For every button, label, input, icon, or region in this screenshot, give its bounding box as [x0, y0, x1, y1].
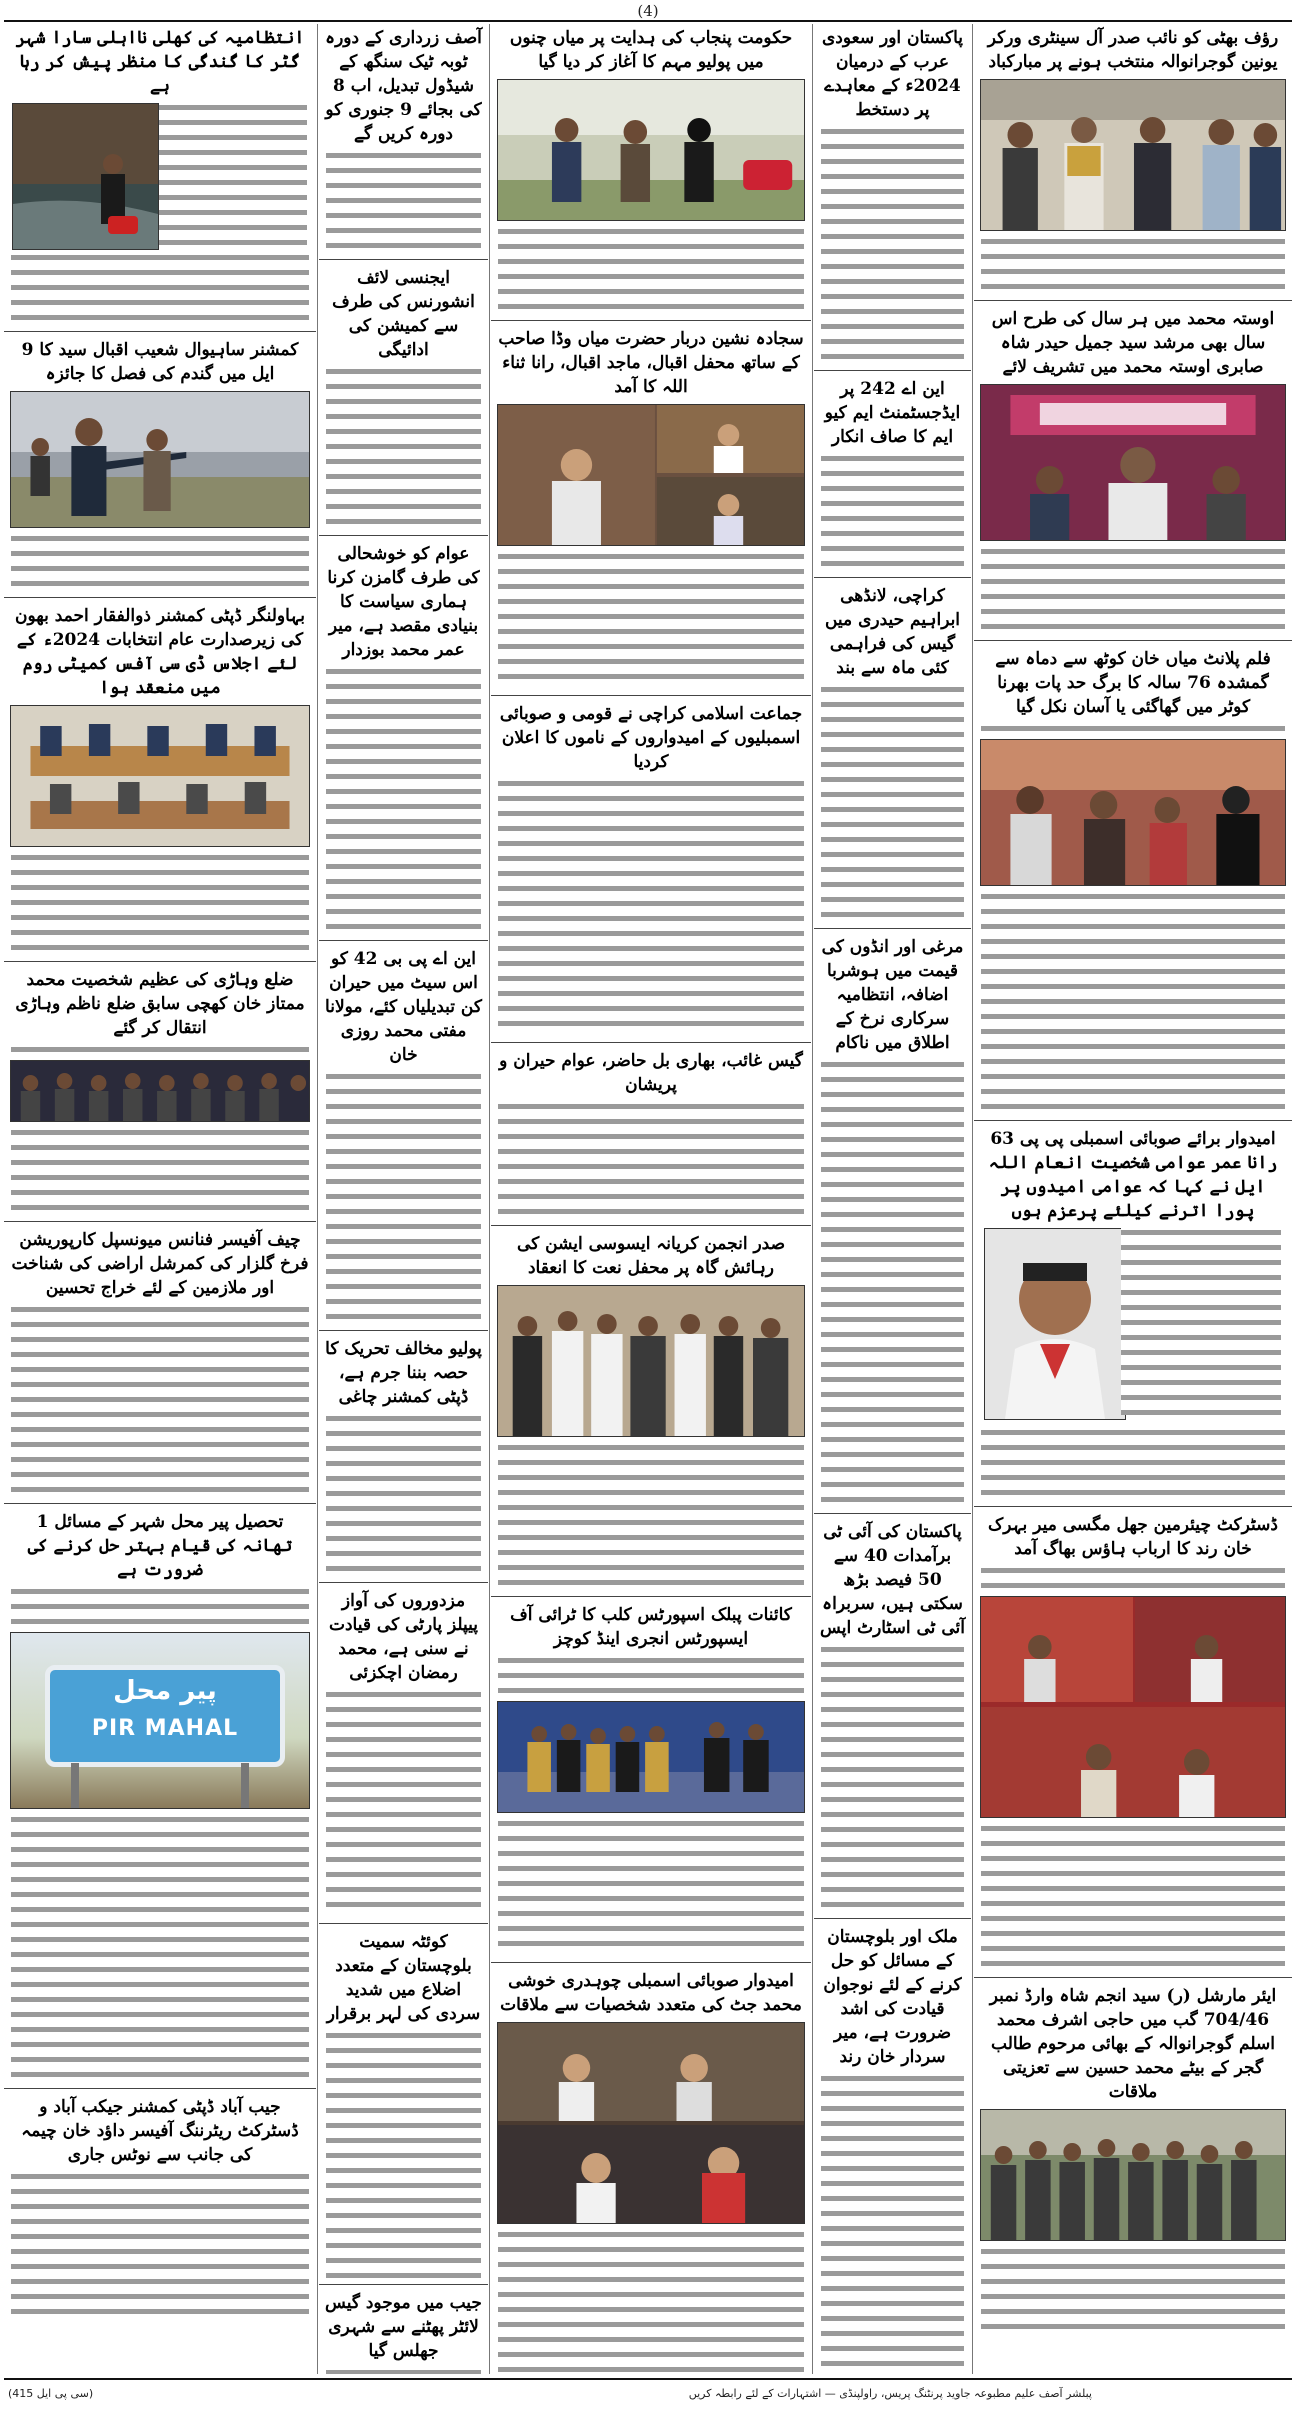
- article-body: [498, 224, 804, 314]
- article-headline: سجادہ نشین دربار حضرت میاں وڈا صاحب کے ساتھ محفل اقبال، ماجد اقبال، رانا ثناء اللہ کا آمد: [498, 329, 804, 397]
- article: [8, 602, 312, 955]
- article-body: [11, 1584, 309, 1629]
- article: [323, 2289, 484, 2374]
- article: [978, 1982, 1288, 2334]
- article-headline: این اے 242 پر ایڈجسٹمنٹ ایم کیو ایم کا صاف انکار: [824, 379, 961, 447]
- article-headline: انتظامیہ کی کھلی نااہلی سارا شہر گٹر کا گندگی کا منظر پیش کر رہا ہے: [15, 28, 305, 96]
- article: [323, 1587, 484, 1917]
- article-body: [821, 682, 964, 922]
- article-body: [821, 124, 964, 364]
- sign-english-text: PIR MAHAL: [91, 1716, 239, 1741]
- article-body: [326, 1411, 481, 1576]
- article-headline: ایئر مارشل (ر) سید انجم شاہ وارڈ نمبر 704/46 گب میں حاجی اشرف محمد اسلم گوجرانوالہ کے بھائی مرحوم طالب گجر کے بیٹے محمد حسین سے تعزیتی ملاقات: [989, 1986, 1277, 2102]
- article-headline: امیدوار صوبائی اسمبلی چوہدری خوشی محمد جٹ کی متعدد شخصیات سے ملاقات: [500, 1971, 802, 2015]
- article-body: [326, 2028, 481, 2278]
- article-headline: پولیو مخالف تحریک کا حصہ بننا جرم ہے، ڈپٹی کمشنر چاغی: [325, 1339, 482, 1407]
- article-headline: آصف زرداری کے دورہ ٹوبہ ٹیک سنگھ کے شیڈول تبدیل، اب 8 کی بجائے 9 جنوری کو دورہ کریں گے: [325, 28, 482, 144]
- candidate-portrait: [984, 1228, 1126, 1420]
- article: [978, 305, 1288, 634]
- article-headline: حکومت پنجاب کی ہدایت پر میاں چنوں میں پولیو مہم کا آغاز کر دیا گیا: [509, 28, 793, 72]
- column-rule: [489, 24, 490, 2374]
- article-body: [11, 531, 309, 591]
- article-body: [11, 1042, 309, 1057]
- article: [323, 264, 484, 529]
- article: [323, 1335, 484, 1576]
- article: [8, 336, 312, 591]
- article-body: [11, 250, 309, 325]
- article: [323, 540, 484, 934]
- article-headline: جیب آباد ڈپٹی کمشنر جیکب آباد و ڈسٹرکٹ ریٹرننگ آفیسر داؤد خان چیمہ کی جانب سے نوٹس جاری: [21, 2097, 299, 2165]
- article-body: [498, 549, 804, 689]
- article-body: [821, 1642, 964, 1912]
- article-headline: اوستہ محمد میں ہر سال کی طرح اس سال بھی مرشد سید جمیل حیدر شاہ صابری اوستہ محمد میں تشریف لائے: [991, 309, 1275, 377]
- article: [495, 1047, 807, 1219]
- article-photo: [980, 384, 1286, 541]
- article-headline: ملک اور بلوچستان کے مسائل کو حل کرنے کے لئے نوجوان قیادت کی اشد ضرورت ہے، میر سردار خان رند: [823, 1927, 962, 2067]
- article-headline: صدر انجمن کریانہ ایسوسی ایشن کی رہائش گاہ پر محفل نعت کا انعقاد: [516, 1234, 786, 1278]
- article: [323, 24, 484, 253]
- article-body: [981, 544, 1285, 634]
- article: [818, 24, 967, 364]
- article: [978, 24, 1288, 294]
- article-headline: فلم پلانٹ میاں خان کوٹھ سے دماہ سے گمشدہ 76 سالہ کا برگ حد پات بھرنا کوٹر میں گھاگئی یا آسان نکل گیا: [995, 649, 1271, 717]
- article-photo: [497, 404, 805, 546]
- article-body: [326, 2365, 481, 2374]
- column-3: [491, 24, 811, 2374]
- article-body: [498, 2227, 804, 2374]
- article-photo: [497, 1285, 805, 1437]
- article-headline: امیدوار برائے صوبائی اسمبلی پی پی 63 رانا عمر عوامی شخصیت انعام اللہ ایل نے کہا کہ عوامی امیدوں پر پورا اترنے کیلئے پرعزم ہوں: [988, 1129, 1278, 1221]
- article-headline: پاکستان کی آئی ٹی برآمدات 40 سے 50 فیصد بڑھ سکتی ہیں، سربراہ آئی ٹی اسٹارٹ اپس: [820, 1522, 965, 1638]
- article-body: [498, 1440, 804, 1590]
- article: [8, 24, 312, 325]
- sign-urdu-text: پیر محل: [113, 1676, 217, 1706]
- article: [495, 325, 807, 689]
- article: [495, 24, 807, 314]
- article-photo: [497, 1701, 805, 1813]
- article-headline: جماعت اسلامی کراچی نے قومی و صوبائی اسمبلیوں کے امیدواروں کے ناموں کا اعلان کردیا: [499, 704, 803, 772]
- article-headline: گیس غائب، بھاری بل حاضر، عوام حیران و پریشان: [499, 1051, 803, 1095]
- article: [818, 933, 967, 1507]
- article-headline: رؤف بھٹی کو نائب صدر آل سینٹری ورکر یونین گوجرانوالہ منتخب ہونے پر مبارکباد: [987, 28, 1279, 72]
- article: [323, 1928, 484, 2278]
- article-photo: [10, 1060, 310, 1122]
- article-headline: کراچی، لانڈھی ابراہیم حیدری میں گیس کی فراہمی کئی ماہ سے بند: [824, 586, 961, 678]
- article-headline: مرغی اور انڈوں کی قیمت میں ہوشربا اضافہ، انتظامیہ سرکاری نرخ کے اطلاق میں ناکام: [821, 937, 964, 1053]
- article-body: [981, 1425, 1285, 1500]
- article: [978, 1125, 1288, 1500]
- article-headline: بہاولنگر ڈپٹی کمشنر ذوالفقار احمد بھون کی زیرصدارت عام انتخابات 2024ء کے لئے اجلاس ڈی سی آفس کمیٹی روم میں منعقد ہوا: [14, 606, 306, 698]
- footer-registration: (سی پی ایل 415): [8, 2387, 94, 2400]
- footer-imprint: پبلشر آصف علیم مطبوعہ جاوید پرنٹنگ پریس، راولپنڈی — اشتہارات کے لئے رابطہ کریں: [688, 2387, 1092, 2400]
- article-body: [981, 889, 1285, 1114]
- article-body: [1121, 1225, 1281, 1415]
- article-body: [326, 148, 481, 253]
- article: [495, 1967, 807, 2374]
- article-photo: [497, 2022, 805, 2224]
- article-body: [981, 1821, 1285, 1971]
- article-body: [981, 721, 1285, 736]
- article-body: [821, 451, 964, 571]
- article-body: [981, 234, 1285, 294]
- article-body: [821, 1057, 964, 1507]
- article-headline: عوام کو خوشحالی کی طرف گامزن کرنا ہماری سیاست کا بنیادی مقصد ہے، میر عمر محمد بوزدار: [327, 544, 480, 660]
- column-2: [814, 24, 971, 2374]
- article-headline: جیب میں موجود گیس لائٹر پھٹنے سے شہری جھلس گیا: [325, 2293, 482, 2361]
- article-photo: [497, 79, 805, 221]
- article: [818, 1518, 967, 1912]
- article-body: [11, 1302, 309, 1497]
- article-body: [498, 1653, 804, 1698]
- article-headline: ڈسٹرکٹ چیئرمین جھل مگسی میر بہرک خان رند کا ارباب ہاؤس بھاگ آمد: [988, 1515, 1278, 1559]
- pir-mahal-sign-photo: [10, 1632, 310, 1809]
- article: [8, 2093, 312, 2319]
- article: [818, 582, 967, 922]
- article-body: [11, 850, 309, 955]
- column-rule: [317, 24, 318, 2374]
- article-photo: [980, 739, 1286, 886]
- footer: [4, 2378, 1292, 2410]
- page-number: (4): [637, 2, 659, 20]
- article: [495, 1230, 807, 1590]
- article: [818, 375, 967, 571]
- article-headline: مزدوروں کی آواز پیپلز پارٹی کی قیادت نے سنی ہے، محمد رمضان اچکزئی: [328, 1591, 479, 1683]
- article-photo: [980, 2109, 1286, 2241]
- article-photo: [980, 1596, 1286, 1818]
- article-headline: ایجنسی لائف انشورنس کی طرف سے کمیشن کی ادائیگی: [332, 268, 475, 360]
- article-headline: پاکستان اور سعودی عرب کے درمیان 2024ء کے معاہدے پر دستخط: [821, 28, 964, 120]
- article-body: [326, 664, 481, 934]
- article-body: [498, 1816, 804, 1956]
- article: [323, 945, 484, 1324]
- article: [495, 700, 807, 1036]
- column-rule: [972, 24, 973, 2374]
- article-body: [11, 1125, 309, 1215]
- article-body: [326, 364, 481, 529]
- article-headline: کائنات پبلک اسپورٹس کلب کا ٹرائی آف ایسپورٹس انجری اینڈ کوچز: [510, 1605, 792, 1649]
- article: [8, 1508, 312, 2082]
- article-body: [498, 776, 804, 1036]
- article-body: [981, 2244, 1285, 2334]
- article-photo: [10, 391, 310, 528]
- column-rule: [812, 24, 813, 2374]
- column-4: [319, 24, 488, 2374]
- article-photo: [980, 79, 1286, 231]
- article-body: [821, 2071, 964, 2371]
- article-body: [498, 1099, 804, 1219]
- article-headline: کوئٹہ سمیت بلوچستان کے متعدد اضلاع میں شدید سردی کی لہر برقرار: [326, 1932, 481, 2024]
- article: [8, 966, 312, 1215]
- article: [978, 1511, 1288, 1971]
- article: [978, 645, 1288, 1114]
- article-headline: تحصیل پیر محل شہر کے مسائل 1 تھانہ کی قیام بہتر حل کرنے کی ضرورت ہے: [27, 1512, 293, 1580]
- article-headline: این اے پی بی 42 کو اس سیٹ میں حیران کن تبدیلیاں کئے، مولانا مفتی محمد روزی خان: [325, 949, 482, 1065]
- pir-mahal-sign: [45, 1665, 285, 1767]
- article-headline: کمشنر ساہیوال شعیب اقبال سید کا 9 ایل میں گندم کی فصل کا جائزہ: [21, 340, 299, 384]
- column-1: [974, 24, 1292, 2374]
- article-body: [157, 100, 307, 250]
- article-photo: [12, 103, 159, 250]
- article: [8, 1226, 312, 1497]
- article-headline: چیف آفیسر فنانس میونسپل کارپوریشن فرخ گلزار کی کمرشل اراضی کی شناخت اور ملازمین کے لئے خراج تحسین: [11, 1230, 309, 1298]
- article: [495, 1601, 807, 1956]
- article-body: [326, 1687, 481, 1917]
- article-photo: [10, 705, 310, 847]
- article-body: [981, 1563, 1285, 1593]
- article-body: [326, 1069, 481, 1324]
- article-body: [11, 2169, 309, 2319]
- top-rule: [4, 20, 1292, 22]
- article-body: [11, 1812, 309, 2082]
- article-headline: ضلع وہاڑی کی عظیم شخصیت محمد ممتاز خان کھچی سابق ضلع ناظم وہاڑی انتقال کر گئے: [15, 970, 305, 1038]
- column-5: [4, 24, 316, 2374]
- article: [818, 1923, 967, 2371]
